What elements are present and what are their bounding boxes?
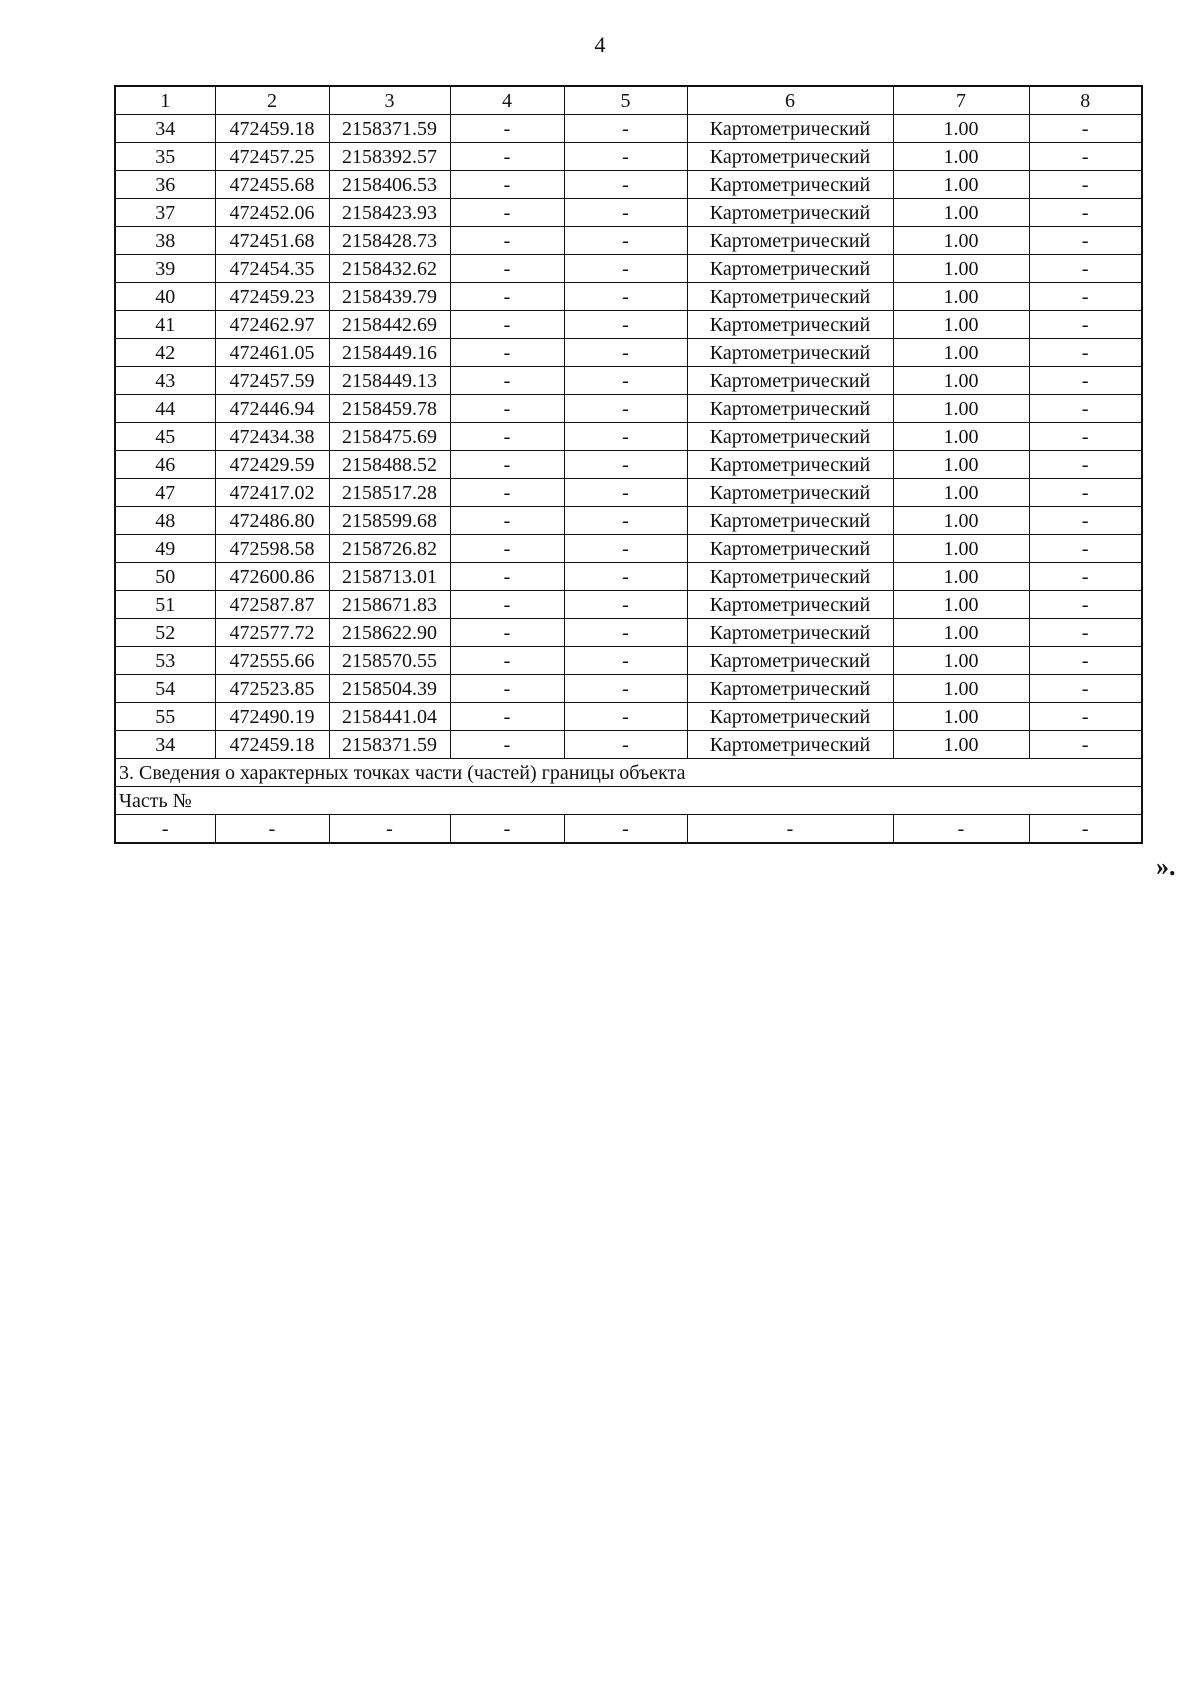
table-row — [115, 227, 1142, 255]
table-cell: 472555.66 — [215, 647, 329, 675]
table-cell: 1.00 — [893, 255, 1029, 283]
table-cell: 51 — [115, 591, 215, 619]
table-cell: - — [1029, 507, 1142, 535]
table-cell: 472434.38 — [215, 423, 329, 451]
table-cell: - — [450, 647, 564, 675]
table-cell: 472457.25 — [215, 143, 329, 171]
table-cell: - — [1029, 815, 1142, 844]
table-cell: - — [450, 703, 564, 731]
table-cell: - — [564, 143, 687, 171]
table-row — [115, 339, 1142, 367]
table-cell: 1.00 — [893, 479, 1029, 507]
table-cell: 2 — [215, 86, 329, 115]
table-cell: 472452.06 — [215, 199, 329, 227]
table-cell: - — [450, 199, 564, 227]
table-cell: 1.00 — [893, 339, 1029, 367]
table-cell: Картометрический — [687, 479, 893, 507]
table-cell: Картометрический — [687, 535, 893, 563]
table-cell: 472462.97 — [215, 311, 329, 339]
table-cell: 2158726.82 — [329, 535, 450, 563]
table-cell: 1 — [115, 86, 215, 115]
table-cell: 1.00 — [893, 283, 1029, 311]
table-cell: - — [564, 311, 687, 339]
table-cell: - — [1029, 339, 1142, 367]
table-row — [115, 283, 1142, 311]
table-cell: - — [1029, 423, 1142, 451]
table-cell: - — [564, 535, 687, 563]
table-cell: 2158459.78 — [329, 395, 450, 423]
table-cell: - — [450, 311, 564, 339]
table-cell: - — [1029, 255, 1142, 283]
table-cell: - — [564, 563, 687, 591]
table-cell: - — [1029, 731, 1142, 759]
table-cell: - — [450, 283, 564, 311]
table-cell: - — [450, 395, 564, 423]
table-cell: Картометрический — [687, 731, 893, 759]
table-cell: - — [564, 227, 687, 255]
table-cell: 8 — [1029, 86, 1142, 115]
table-cell: - — [1029, 171, 1142, 199]
table-row — [115, 423, 1142, 451]
table-cell: 1.00 — [893, 703, 1029, 731]
table-cell: 472429.59 — [215, 451, 329, 479]
table-cell: - — [450, 255, 564, 283]
table-row — [115, 675, 1142, 703]
table-row — [115, 703, 1142, 731]
table-cell: - — [1029, 199, 1142, 227]
table-cell: 472523.85 — [215, 675, 329, 703]
part-label-row-cell: Часть № — [115, 787, 1142, 815]
table-cell: - — [564, 591, 687, 619]
table-cell: 2158392.57 — [329, 143, 450, 171]
table-cell: 1.00 — [893, 367, 1029, 395]
table-row — [115, 143, 1142, 171]
table-cell: - — [450, 675, 564, 703]
table-cell: Картометрический — [687, 255, 893, 283]
table-cell: 472587.87 — [215, 591, 329, 619]
table-cell: 1.00 — [893, 563, 1029, 591]
table-cell: 1.00 — [893, 451, 1029, 479]
table-cell: Картометрический — [687, 115, 893, 143]
table-cell: 472454.35 — [215, 255, 329, 283]
table-cell: 2158475.69 — [329, 423, 450, 451]
table-cell: - — [564, 115, 687, 143]
table-cell: - — [1029, 451, 1142, 479]
table-cell: - — [687, 815, 893, 844]
table-cell: 1.00 — [893, 647, 1029, 675]
table-cell: - — [1029, 227, 1142, 255]
table-cell: - — [564, 507, 687, 535]
table-row — [115, 563, 1142, 591]
table-cell: 1.00 — [893, 227, 1029, 255]
page-number: 4 — [594, 32, 606, 57]
table-cell: Картометрический — [687, 451, 893, 479]
table-cell: 49 — [115, 535, 215, 563]
table-cell: 1.00 — [893, 535, 1029, 563]
table-row — [115, 507, 1142, 535]
table-cell: 2158442.69 — [329, 311, 450, 339]
table-cell: - — [115, 815, 215, 844]
table-cell: - — [450, 563, 564, 591]
table-cell: 2158428.73 — [329, 227, 450, 255]
table-row — [115, 395, 1142, 423]
table-cell: - — [564, 731, 687, 759]
table-cell: 50 — [115, 563, 215, 591]
table-row — [115, 731, 1142, 759]
table-cell: 472461.05 — [215, 339, 329, 367]
table-cell: - — [1029, 563, 1142, 591]
table-cell: 472600.86 — [215, 563, 329, 591]
table-cell: - — [450, 479, 564, 507]
table-cell: Картометрический — [687, 703, 893, 731]
table-cell: - — [564, 395, 687, 423]
table-cell: 1.00 — [893, 423, 1029, 451]
table-cell: 42 — [115, 339, 215, 367]
table-cell: Картометрический — [687, 619, 893, 647]
table-cell: 1.00 — [893, 115, 1029, 143]
table-cell: - — [893, 815, 1029, 844]
table-cell: 2158622.90 — [329, 619, 450, 647]
table-cell: - — [450, 143, 564, 171]
table-row — [115, 619, 1142, 647]
table-cell: 2158488.52 — [329, 451, 450, 479]
table-cell: Картометрический — [687, 283, 893, 311]
table-cell: 1.00 — [893, 311, 1029, 339]
table-cell: - — [1029, 395, 1142, 423]
table-cell: 472446.94 — [215, 395, 329, 423]
table-cell: - — [1029, 675, 1142, 703]
table-cell: Картометрический — [687, 367, 893, 395]
table-cell: - — [450, 115, 564, 143]
table-row — [115, 591, 1142, 619]
table-cell: 38 — [115, 227, 215, 255]
table-cell: Картометрический — [687, 171, 893, 199]
table-cell: - — [1029, 115, 1142, 143]
table-cell: - — [450, 451, 564, 479]
table-cell: 34 — [115, 731, 215, 759]
table-cell: 45 — [115, 423, 215, 451]
table-row — [115, 479, 1142, 507]
table-cell: Картометрический — [687, 507, 893, 535]
table-cell: - — [564, 815, 687, 844]
table-cell: - — [564, 619, 687, 647]
table-cell: - — [450, 171, 564, 199]
table-cell: 2158439.79 — [329, 283, 450, 311]
table-cell: - — [1029, 591, 1142, 619]
table-cell: 46 — [115, 451, 215, 479]
table-cell: 2158371.59 — [329, 115, 450, 143]
table-cell: 2158406.53 — [329, 171, 450, 199]
table-row — [115, 367, 1142, 395]
table-cell: Картометрический — [687, 675, 893, 703]
table-cell: 2158441.04 — [329, 703, 450, 731]
table-row — [115, 115, 1142, 143]
table-cell: 472455.68 — [215, 171, 329, 199]
table-cell: Картометрический — [687, 423, 893, 451]
table-cell: 1.00 — [893, 143, 1029, 171]
table-row — [115, 535, 1142, 563]
table-cell: - — [450, 535, 564, 563]
table-cell: - — [450, 227, 564, 255]
table-cell: Картометрический — [687, 395, 893, 423]
table-cell: 2158432.62 — [329, 255, 450, 283]
coordinates-table-container — [114, 85, 1143, 844]
table-cell: 472490.19 — [215, 703, 329, 731]
table-cell: 472459.23 — [215, 283, 329, 311]
table-cell: - — [564, 283, 687, 311]
table-cell: 1.00 — [893, 199, 1029, 227]
table-cell: - — [1029, 703, 1142, 731]
closing-quote-mark: ». — [1156, 852, 1176, 881]
table-row — [115, 199, 1142, 227]
coordinates-table — [114, 85, 1143, 844]
table-cell: - — [564, 423, 687, 451]
table-cell: - — [329, 815, 450, 844]
table-cell: - — [215, 815, 329, 844]
table-cell: 41 — [115, 311, 215, 339]
table-body — [115, 86, 1142, 843]
table-cell: 47 — [115, 479, 215, 507]
table-cell: 472486.80 — [215, 507, 329, 535]
section-heading-row — [115, 759, 1142, 787]
table-cell: Картометрический — [687, 339, 893, 367]
table-cell: Картометрический — [687, 227, 893, 255]
table-cell: Картометрический — [687, 563, 893, 591]
table-row — [115, 255, 1142, 283]
table-cell: - — [1029, 647, 1142, 675]
table-header-row — [115, 86, 1142, 115]
table-cell: 3 — [329, 86, 450, 115]
table-cell: 48 — [115, 507, 215, 535]
table-cell: 52 — [115, 619, 215, 647]
table-cell: - — [450, 731, 564, 759]
table-cell: Картометрический — [687, 143, 893, 171]
table-cell: - — [1029, 479, 1142, 507]
table-cell: 472459.18 — [215, 731, 329, 759]
section-heading-row-cell: 3. Сведения о характерных точках части (частей) границы объекта — [115, 759, 1142, 787]
table-cell: Картометрический — [687, 591, 893, 619]
table-cell: - — [1029, 367, 1142, 395]
table-cell: - — [564, 199, 687, 227]
part-label-row — [115, 787, 1142, 815]
table-cell: 44 — [115, 395, 215, 423]
table-cell: 1.00 — [893, 591, 1029, 619]
table-cell: - — [564, 647, 687, 675]
table-cell: 1.00 — [893, 171, 1029, 199]
table-cell: 1.00 — [893, 675, 1029, 703]
table-cell: 53 — [115, 647, 215, 675]
table-cell: 39 — [115, 255, 215, 283]
table-cell: 2158504.39 — [329, 675, 450, 703]
table-cell: - — [1029, 283, 1142, 311]
table-cell: - — [564, 451, 687, 479]
table-cell: 6 — [687, 86, 893, 115]
table-cell: 472417.02 — [215, 479, 329, 507]
table-cell: - — [450, 339, 564, 367]
table-cell: - — [564, 171, 687, 199]
table-cell: - — [564, 255, 687, 283]
table-cell: 35 — [115, 143, 215, 171]
table-cell: 472451.68 — [215, 227, 329, 255]
table-cell: 1.00 — [893, 731, 1029, 759]
table-cell: - — [1029, 143, 1142, 171]
table-row — [115, 647, 1142, 675]
table-cell: 2158449.13 — [329, 367, 450, 395]
table-row — [115, 311, 1142, 339]
table-cell: - — [450, 591, 564, 619]
table-cell: - — [450, 815, 564, 844]
table-cell: 2158449.16 — [329, 339, 450, 367]
table-cell: 1.00 — [893, 619, 1029, 647]
table-cell: 472459.18 — [215, 115, 329, 143]
table-cell: 4 — [450, 86, 564, 115]
table-cell: - — [564, 367, 687, 395]
table-cell: - — [450, 619, 564, 647]
table-cell: - — [1029, 311, 1142, 339]
table-cell: - — [564, 339, 687, 367]
table-cell: 55 — [115, 703, 215, 731]
empty-data-row — [115, 815, 1142, 844]
table-cell: - — [450, 423, 564, 451]
table-cell: 472577.72 — [215, 619, 329, 647]
table-cell: 5 — [564, 86, 687, 115]
table-cell: - — [564, 703, 687, 731]
table-row — [115, 171, 1142, 199]
table-cell: 2158671.83 — [329, 591, 450, 619]
table-cell: - — [564, 675, 687, 703]
table-cell: - — [1029, 535, 1142, 563]
table-cell: 37 — [115, 199, 215, 227]
table-cell: 2158423.93 — [329, 199, 450, 227]
table-cell: 54 — [115, 675, 215, 703]
table-cell: 7 — [893, 86, 1029, 115]
table-cell: 472457.59 — [215, 367, 329, 395]
table-cell: 1.00 — [893, 395, 1029, 423]
table-cell: 2158570.55 — [329, 647, 450, 675]
table-cell: 43 — [115, 367, 215, 395]
table-cell: 36 — [115, 171, 215, 199]
table-cell: 2158713.01 — [329, 563, 450, 591]
table-cell: 2158371.59 — [329, 731, 450, 759]
table-cell: 2158599.68 — [329, 507, 450, 535]
table-cell: - — [564, 479, 687, 507]
table-cell: Картометрический — [687, 199, 893, 227]
table-cell: 40 — [115, 283, 215, 311]
table-cell: 34 — [115, 115, 215, 143]
table-cell: 2158517.28 — [329, 479, 450, 507]
table-cell: - — [450, 367, 564, 395]
table-cell: 1.00 — [893, 507, 1029, 535]
table-cell: Картометрический — [687, 311, 893, 339]
table-cell: 472598.58 — [215, 535, 329, 563]
table-cell: - — [1029, 619, 1142, 647]
table-row — [115, 451, 1142, 479]
table-cell: - — [450, 507, 564, 535]
table-cell: Картометрический — [687, 647, 893, 675]
